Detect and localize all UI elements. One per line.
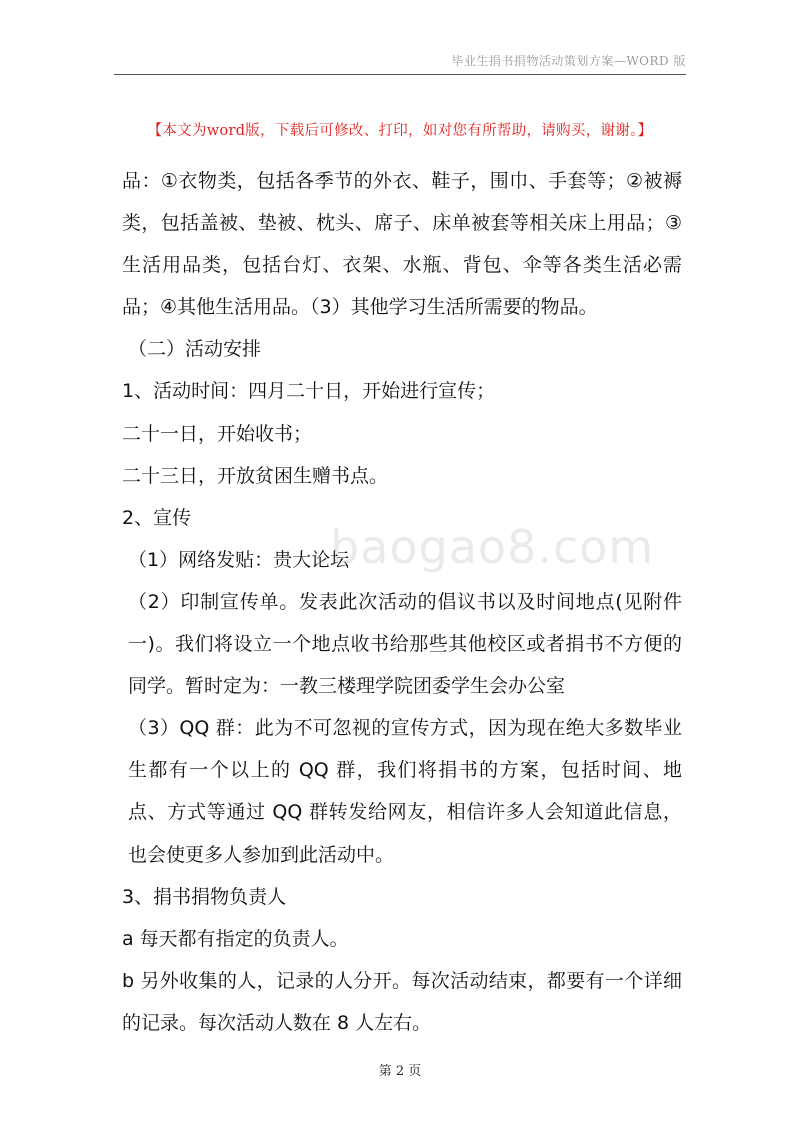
- paragraph-flyers: （2）印制宣传单。发表此次活动的倡议书以及时间地点(见附件一)。我们将设立一个地点收书给那些其他校区或者捐书不方便的同学。暂时定为：一教三楼理学院团委学生会办公室: [128, 590, 682, 698]
- section-heading-responsible-person: 3、捐书捐物负责人: [122, 885, 287, 908]
- document-body: [122, 160, 682, 1044]
- section-heading-publicity: 2、宣传: [122, 506, 192, 529]
- paragraph-qq-group: （3）QQ 群：此为不可忽视的宣传方式，因为现在绝大多数毕业生都有一个以上的 QQ 群，我们将捐书的方案，包括时间、地点、方式等通过 QQ 群转发给网友，相信许多人会知道此信息，也会使更多人参加到此活动中。: [128, 717, 682, 866]
- header-divider: [114, 74, 686, 75]
- paragraph-day-23: 二十三日，开放贫困生赠书点。: [122, 464, 389, 487]
- paragraph-activity-time: 1、活动时间：四月二十日，开始进行宣传；: [122, 380, 496, 403]
- section-heading-activity-arrangement: （二）活动安排: [128, 338, 262, 361]
- paragraph-item-a: a 每天都有指定的负责人。: [122, 927, 349, 950]
- paragraph-items-list: 品：①衣物类，包括各季节的外衣、鞋子，围巾、手套等；②被褥类，包括盖被、垫被、枕头、席子、床单被套等相关床上用品；③生活用品类，包括台灯、衣架、水瓶、背包、伞等各类生活必需品；④其他生活用品。（3）其他学习生活所需要的物品。: [122, 170, 682, 319]
- paragraph-day-21: 二十一日，开始收书；: [122, 422, 313, 445]
- red-notice: 【本文为word版，下载后可修改、打印，如对您有所帮助，请购买，谢谢。】: [147, 123, 653, 139]
- paragraph-item-b: b 另外收集的人，记录的人分开。每次活动结束，都要有一个详细的记录。每次活动人数在 8 人左右。: [122, 969, 682, 1034]
- header-title: 毕业生捐书捐物活动策划方案—WORD 版: [451, 54, 686, 68]
- page-number: 第 2 页: [378, 1064, 422, 1079]
- paragraph-online-post: （1）网络发贴：贵大论坛: [128, 548, 350, 571]
- watermark-text: baogao8.com: [330, 520, 655, 574]
